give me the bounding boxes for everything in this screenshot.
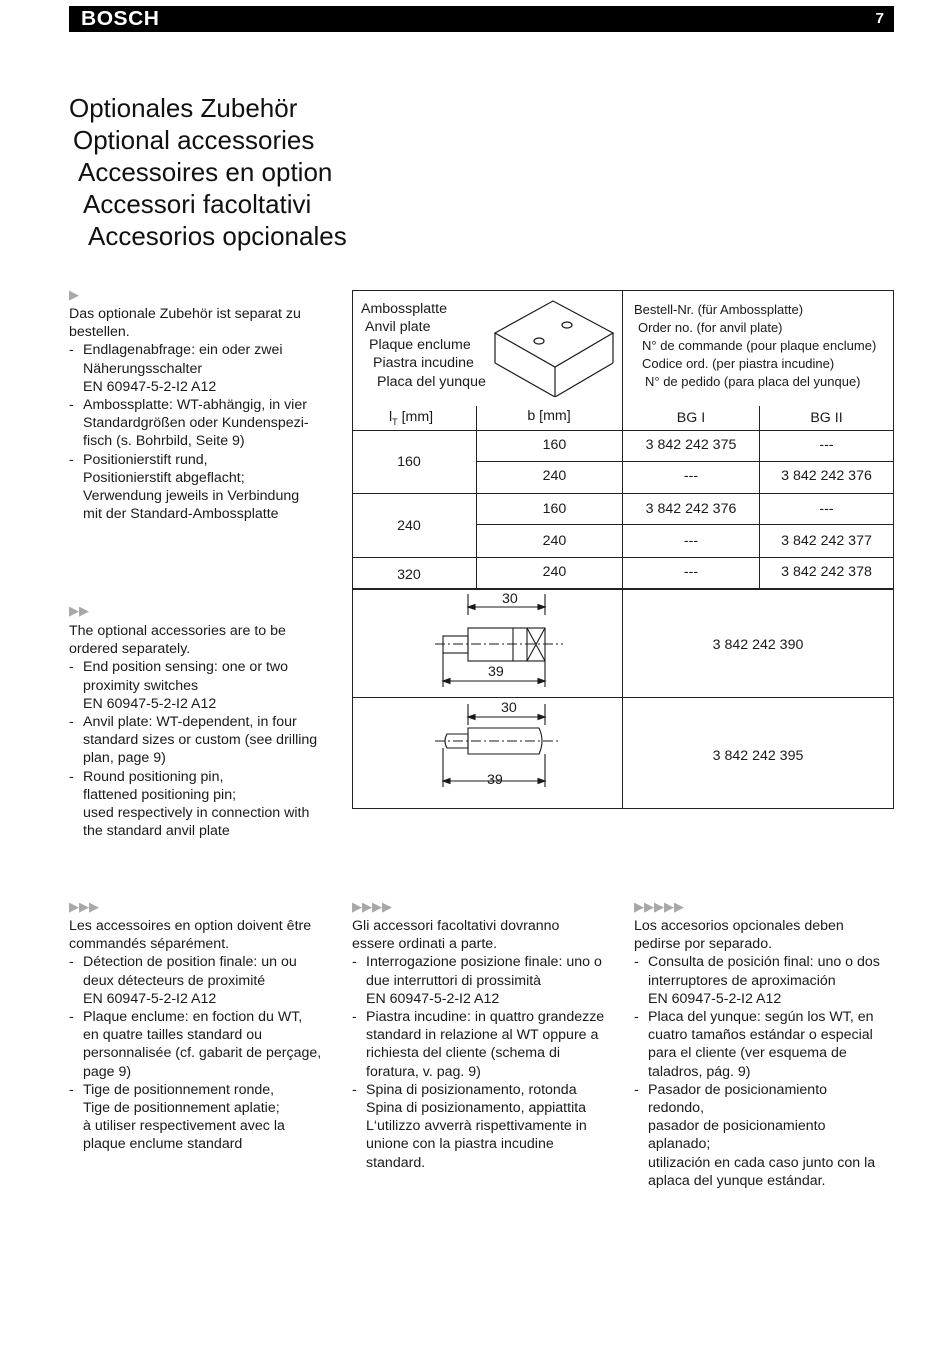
title-en: Optional accessories <box>73 125 315 155</box>
text-line: Los accesorios opcionales deben <box>634 918 844 934</box>
lt-value: 160 <box>397 454 421 470</box>
pin-order-number: 3 842 242 390 <box>712 637 804 653</box>
order-number-bg2: 3 842 242 377 <box>781 533 872 549</box>
text-line: interruptores de aproximación <box>648 972 836 989</box>
plate-name-es: Placa del yunque <box>377 374 486 390</box>
list-item <box>69 713 344 768</box>
lt-value: 320 <box>397 567 421 583</box>
column-header-bg2: BG II <box>810 410 843 426</box>
b-value: 240 <box>542 533 567 549</box>
intro-paragraph <box>69 305 344 341</box>
text-block-it <box>352 917 627 1172</box>
list-item <box>352 953 627 1008</box>
text-line: Positionierstift abgeflacht; <box>83 469 245 486</box>
plate-name-en: Anvil plate <box>365 319 431 335</box>
text-line: proximity switches <box>83 677 199 694</box>
order-label-es: N° de pedido (para placa del yunque) <box>645 374 861 389</box>
order-number-bg1: 3 842 242 375 <box>645 437 737 453</box>
bullet-list <box>69 953 344 1153</box>
text-line: commandés séparément. <box>69 936 230 953</box>
text-line: redondo, <box>648 1100 705 1117</box>
text-line: cuatro tamaños estándar o especial <box>648 1027 873 1044</box>
anvil-plate-drawing <box>493 297 615 397</box>
text-line: à utiliser respectivement avec la <box>83 1118 285 1135</box>
text-line: bestellen. <box>69 324 130 341</box>
divider <box>476 524 893 525</box>
text-line: ordered separately. <box>69 641 191 658</box>
text-line: aplanado; <box>648 1136 711 1153</box>
text-line: standard sizes or custom (see drilling <box>83 732 318 749</box>
text-line: EN 60947-5-2-I2 A12 <box>83 378 217 395</box>
intro-paragraph <box>69 917 344 953</box>
list-item <box>69 768 344 841</box>
b-value: 240 <box>542 564 567 580</box>
list-item <box>69 341 344 396</box>
text-line: - End position sensing: one or two <box>83 659 289 676</box>
text-line: Gli accessori facoltativi dovranno <box>352 918 560 934</box>
list-item <box>352 1008 627 1081</box>
text-line: - Pasador de posicionamiento <box>648 1081 828 1098</box>
text-line: Spina di posizionamento, appiattita <box>366 1100 587 1117</box>
list-item <box>69 396 344 451</box>
marker-de: ▶ <box>69 287 79 302</box>
text-line: - Anvil plate: WT-dependent, in four <box>83 714 297 731</box>
divider <box>353 557 893 558</box>
text-line: Näherungsschalter <box>83 360 203 377</box>
text-line: EN 60947-5-2-I2 A12 <box>83 990 217 1007</box>
text-line: - Détection de position finale: un ou <box>83 954 297 971</box>
text-line: pasador de posicionamiento <box>648 1118 826 1135</box>
title-de: Optionales Zubehör <box>69 93 298 123</box>
order-number-bg1: --- <box>683 468 699 484</box>
list-item <box>69 953 344 1008</box>
text-line: aplaca del yunque estándar. <box>648 1172 826 1189</box>
column-header-b: b [mm] <box>527 408 571 424</box>
pin-dimension-top: 30 <box>502 591 518 607</box>
order-number-bg2: --- <box>819 501 834 517</box>
text-line: used respectively in connection with <box>83 805 310 822</box>
text-line: Standardgrößen oder Kundenspezi- <box>83 415 309 432</box>
divider <box>353 430 893 431</box>
list-item <box>352 1081 627 1172</box>
text-line: - Tige de positionnement ronde, <box>83 1081 275 1098</box>
pin-dimension-top: 30 <box>501 700 517 716</box>
divider <box>353 493 893 494</box>
text-block-de <box>69 305 344 523</box>
text-line: - Positionierstift rund, <box>83 451 208 468</box>
text-line: deux détecteurs de proximité <box>83 972 266 989</box>
text-block-fr <box>69 917 344 1154</box>
b-value: 160 <box>542 437 567 453</box>
title-it: Accessori facoltativi <box>83 189 312 219</box>
text-line: - Endlagenabfrage: ein oder zwei <box>83 342 283 359</box>
text-line: en quatre tailles standard ou <box>83 1027 263 1044</box>
order-number-bg2: 3 842 242 376 <box>781 468 872 484</box>
bullet-list <box>69 341 344 523</box>
pin-dimension-bottom: 39 <box>488 664 504 680</box>
b-value: 240 <box>542 468 567 484</box>
text-line: - Interrogazione posizione finale: uno o <box>366 954 602 971</box>
bullet-list <box>69 658 344 840</box>
lt-unit: [mm] <box>397 409 434 425</box>
text-line: The optional accessories are to be <box>69 623 286 639</box>
divider <box>622 291 623 808</box>
text-line: due interruttori di prossimità <box>366 972 542 989</box>
text-block-es <box>634 917 909 1190</box>
list-item <box>634 1081 909 1190</box>
text-line: Verwendung jeweils in Verbindung <box>83 488 300 505</box>
column-header-lt <box>389 408 433 431</box>
marker-en: ▶▶ <box>69 603 89 618</box>
text-line: plaque enclume standard <box>83 1136 243 1153</box>
bosch-logo: BOSCH <box>81 8 160 30</box>
order-number-bg1: --- <box>683 564 699 580</box>
text-line: - Consulta de posición final: uno o dos <box>648 954 880 971</box>
pin-dimension-bottom: 39 <box>487 772 503 788</box>
text-line: plan, page 9) <box>83 750 166 767</box>
order-number-bg1: 3 842 242 376 <box>645 501 737 517</box>
page-number: 7 <box>875 10 884 27</box>
text-line: Tige de positionnement aplatie; <box>83 1100 280 1117</box>
text-line: Les accessoires en option doivent être <box>69 918 312 934</box>
order-label-de: Bestell-Nr. (für Ambossplatte) <box>634 302 804 317</box>
text-line: Das optionale Zubehör ist separat zu <box>69 306 301 322</box>
text-line: unione con la piastra incudine <box>366 1136 554 1153</box>
order-label-fr: N° de commande (pour plaque enclume) <box>642 338 877 353</box>
column-header-bg1: BG I <box>676 410 706 426</box>
title-es: Accesorios opcionales <box>88 221 347 251</box>
lt-symbol: l <box>389 409 393 425</box>
text-line: - Piastra incudine: in quattro grandezze <box>366 1009 605 1026</box>
list-item <box>634 1008 909 1081</box>
divider <box>353 588 893 590</box>
lt-subscript: T <box>392 416 398 427</box>
text-line: page 9) <box>83 1063 132 1080</box>
text-line: essere ordinati a parte. <box>352 936 498 953</box>
bullet-list <box>634 953 909 1190</box>
lt-value: 240 <box>397 518 421 534</box>
list-item <box>69 658 344 713</box>
plate-name-fr: Plaque enclume <box>369 337 471 353</box>
intro-paragraph <box>352 917 627 953</box>
text-line: the standard anvil plate <box>83 823 230 840</box>
marker-es: ▶▶▶▶▶ <box>634 899 684 914</box>
list-item <box>69 451 344 524</box>
order-number-bg1: --- <box>683 533 699 549</box>
marker-it: ▶▶▶▶ <box>352 899 392 914</box>
text-line: para el cliente (ver esquema de <box>648 1045 847 1062</box>
order-number-bg2: 3 842 242 378 <box>781 564 872 580</box>
accessories-table <box>352 290 894 809</box>
marker-fr: ▶▶▶ <box>69 899 99 914</box>
list-item <box>634 953 909 1008</box>
text-line: - Spina di posizionamento, rotonda <box>366 1081 577 1098</box>
title-fr: Accessoires en option <box>78 157 333 187</box>
list-item <box>69 1008 344 1081</box>
text-line: - Round positioning pin, <box>83 768 224 785</box>
text-line: pedirse por separado. <box>634 936 773 953</box>
text-line: richiesta del cliente (schema di <box>366 1045 560 1062</box>
bullet-list <box>352 953 627 1171</box>
text-line: foratura, v. pag. 9) <box>366 1063 481 1080</box>
text-block-en <box>69 622 344 840</box>
order-label-it: Codice ord. (per piastra incudine) <box>642 356 835 371</box>
divider <box>353 697 893 698</box>
text-line: standard in relazione al WT oppure a <box>366 1027 599 1044</box>
divider <box>759 406 760 588</box>
text-line: flattened positioning pin; <box>83 786 237 803</box>
plate-name-de: Ambossplatte <box>361 301 447 317</box>
order-number-bg2: --- <box>819 437 834 453</box>
text-line: - Placa del yunque: según los WT, en <box>648 1009 874 1026</box>
divider <box>476 406 477 588</box>
b-value: 160 <box>542 501 567 517</box>
list-item <box>69 1081 344 1154</box>
divider <box>476 461 893 462</box>
text-line: - Ambossplatte: WT-abhängig, in vier <box>83 397 307 414</box>
order-label-en: Order no. (for anvil plate) <box>638 320 783 335</box>
text-line: fisch (s. Bohrbild, Seite 9) <box>83 433 245 450</box>
text-line: personnalisée (cf. gabarit de perçage, <box>83 1045 322 1062</box>
text-line: utilización en cada caso junto con la <box>648 1154 876 1171</box>
header-bar <box>69 6 894 32</box>
text-line: mit der Standard-Ambossplatte <box>83 506 279 523</box>
plate-name-it: Piastra incudine <box>373 355 474 371</box>
text-line: EN 60947-5-2-I2 A12 <box>366 990 500 1007</box>
text-line: EN 60947-5-2-I2 A12 <box>83 695 217 712</box>
text-line: EN 60947-5-2-I2 A12 <box>648 990 782 1007</box>
intro-paragraph <box>634 917 909 953</box>
intro-paragraph <box>69 622 344 658</box>
text-line: taladros, pág. 9) <box>648 1063 751 1080</box>
text-line: L‘utilizzo avverrà rispettivamente in <box>366 1118 587 1135</box>
pin-order-number: 3 842 242 395 <box>712 748 804 764</box>
text-line: - Plaque enclume: en foction du WT, <box>83 1009 303 1026</box>
text-line: standard. <box>366 1154 426 1171</box>
